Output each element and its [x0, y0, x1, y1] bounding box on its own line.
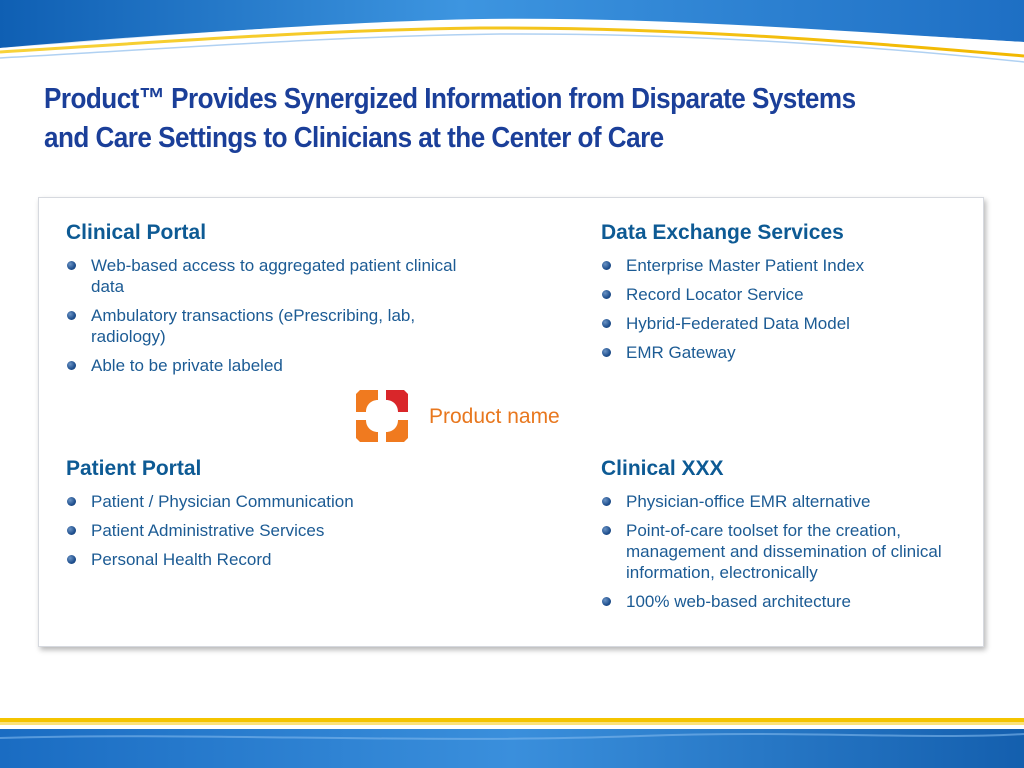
product-name-label: Product name — [429, 405, 560, 428]
list-item-text: Able to be private labeled — [91, 356, 283, 375]
bullet-list-clinical-xxx — [601, 491, 971, 612]
list-item — [601, 255, 971, 276]
bullet-icon — [602, 348, 611, 357]
list-item — [66, 491, 466, 512]
list-item — [601, 284, 971, 305]
bullet-icon — [602, 319, 611, 328]
list-item — [601, 342, 971, 363]
list-item-text: Hybrid-Federated Data Model — [626, 314, 850, 333]
bullet-icon — [67, 261, 76, 270]
list-item-text: Web-based access to aggregated patient clinical data — [91, 256, 457, 296]
section-clinical-xxx — [601, 456, 971, 620]
list-item — [66, 255, 466, 297]
section-title-clinical-xxx: Clinical XXX — [601, 457, 724, 480]
bottom-banner — [0, 718, 1024, 768]
list-item — [601, 520, 971, 583]
list-item — [601, 313, 971, 334]
list-item-text: EMR Gateway — [626, 343, 736, 362]
bullet-icon — [67, 526, 76, 535]
bullet-icon — [602, 261, 611, 270]
list-item-text: Point-of-care toolset for the creation, management and dissemination of clinical information, electronically — [626, 521, 942, 582]
list-item-text: Record Locator Service — [626, 285, 804, 304]
section-clinical-portal — [66, 220, 466, 384]
list-item — [601, 591, 971, 612]
bullet-icon — [67, 361, 76, 370]
list-item-text: Personal Health Record — [91, 550, 272, 569]
section-title-data-exchange-services: Data Exchange Services — [601, 221, 844, 244]
list-item — [601, 491, 971, 512]
list-item-text: Physician-office EMR alternative — [626, 492, 871, 511]
section-title-patient-portal: Patient Portal — [66, 457, 202, 480]
list-item-text: Ambulatory transactions (ePrescribing, lab, radiology) — [91, 306, 416, 346]
list-item-text: Patient / Physician Communication — [91, 492, 354, 511]
bullet-icon — [67, 311, 76, 320]
slide-title: Product™ Provides Synergized Information from Disparate Systems and Care Settings to Clinicians at the Center of Care — [44, 83, 856, 154]
product-logo-icon — [352, 386, 412, 446]
bullet-icon — [67, 497, 76, 506]
bullet-list-patient-portal — [66, 491, 466, 570]
bullet-icon — [602, 526, 611, 535]
bullet-list-data-exchange-services — [601, 255, 971, 363]
list-item — [66, 305, 466, 347]
list-item-text: Patient Administrative Services — [91, 521, 325, 540]
list-item-text: Enterprise Master Patient Index — [626, 256, 865, 275]
bullet-icon — [67, 555, 76, 564]
section-patient-portal — [66, 456, 466, 578]
bullet-icon — [602, 497, 611, 506]
section-title-clinical-portal: Clinical Portal — [66, 221, 207, 244]
top-banner — [0, 0, 1024, 75]
list-item — [66, 549, 466, 570]
list-item — [66, 355, 466, 376]
bullet-icon — [602, 290, 611, 299]
content-panel — [38, 197, 984, 647]
section-data-exchange-services — [601, 220, 971, 371]
bullet-icon — [602, 597, 611, 606]
list-item — [66, 520, 466, 541]
bullet-list-clinical-portal — [66, 255, 466, 376]
list-item-text: 100% web-based architecture — [626, 592, 851, 611]
